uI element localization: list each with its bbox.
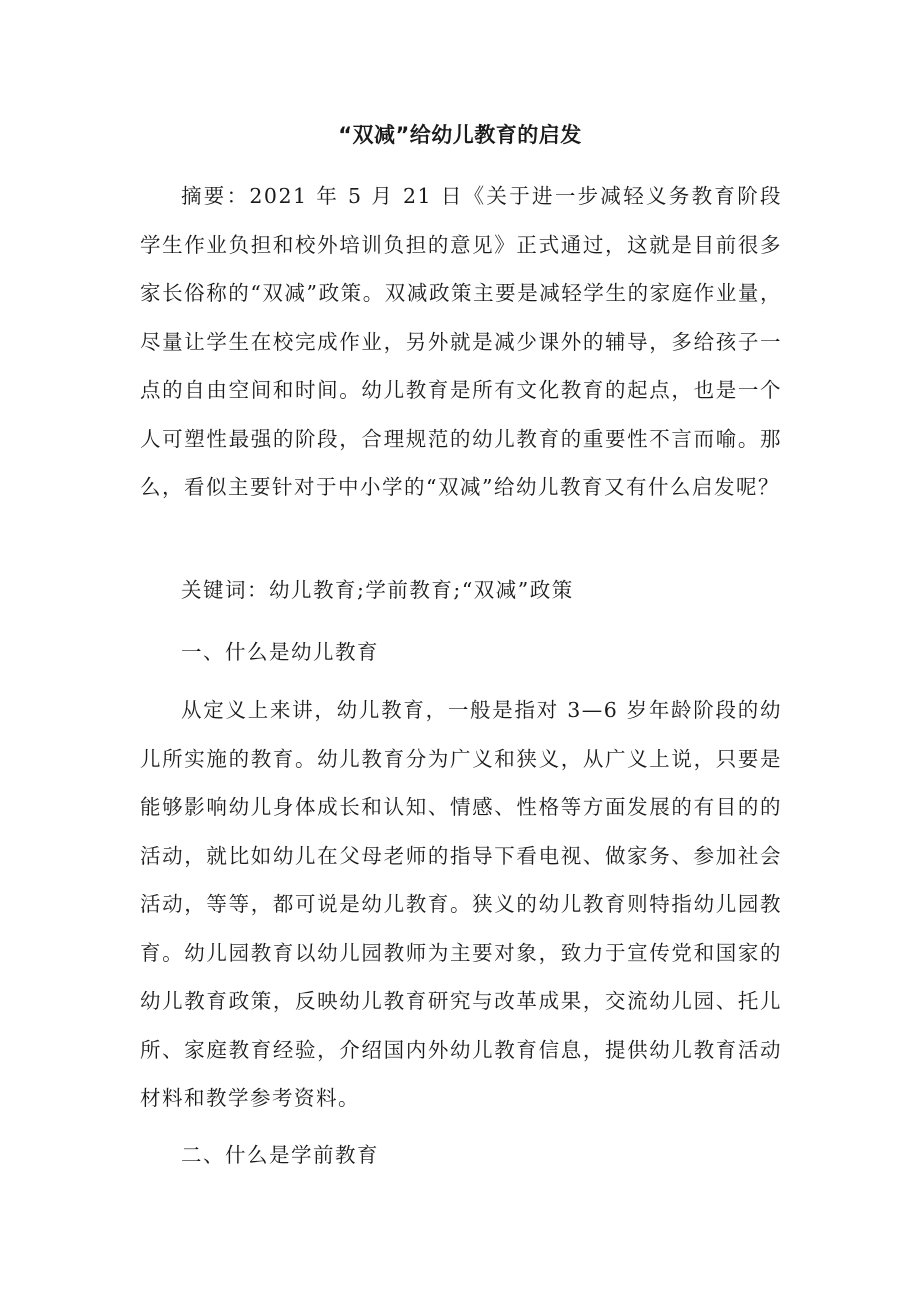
- section-heading-1: 一、什么是幼儿教育: [181, 640, 379, 664]
- section-heading-2: 二、什么是学前教育: [181, 1143, 379, 1167]
- abstract-paragraph: 摘要：2021 年 5 月 21 日《关于进一步减轻义务教育阶段学生作业负担和校外培训负担的意见》正式通过，这就是目前很多家长俗称的“双减”政策。双减政策主要是减轻学生的家庭作业量，尽量让学生在校完成作业，另外就是减少课外的辅导，多给孩子一点的自由空间和时间。幼儿教育是所有文化教育的起点，也是一个人可塑性最强的阶段，合理规范的幼儿教育的重要性不言而喻。那么，看似主要针对于中小学的“双减”给幼儿教育又有什么启发呢？: [140, 184, 782, 499]
- keywords-line: 关键词：幼儿教育;学前教育;“双减”政策: [181, 578, 574, 602]
- section-body-1: 从定义上来讲，幼儿教育，一般是指对 3—6 岁年龄阶段的幼儿所实施的教育。幼儿教育分为广义和狭义，从广义上说，只要是能够影响幼儿身体成长和认知、情感、性格等方面发展的有目的的活动，就比如幼儿在父母老师的指导下看电视、做家务、参加社会活动，等等，都可说是幼儿教育。狭义的幼儿教育则特指幼儿园教育。幼儿园教育以幼儿园教师为主要对象，致力于宣传党和国家的幼儿教育政策，反映幼儿教育研究与改革成果，交流幼儿园、托儿所、家庭教育经验，介绍国内外幼儿教育信息，提供幼儿教育活动材料和教学参考资料。: [140, 698, 782, 1110]
- document-title: “双减”给幼儿教育的启发: [338, 123, 582, 147]
